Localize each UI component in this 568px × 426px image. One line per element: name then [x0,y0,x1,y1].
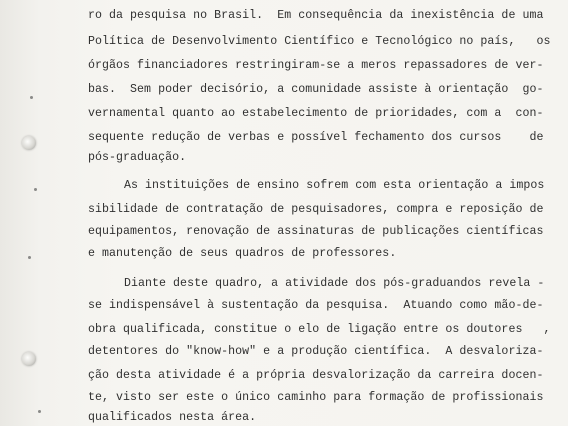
punched-margin [0,0,48,426]
punch-hole [22,352,36,366]
paper-speck [38,410,41,413]
text-line: pós-graduação. [88,151,187,164]
paper-speck [30,96,33,99]
text-line: Diante deste quadro, a atividade dos pós-graduandos revela - [124,277,545,290]
text-line: órgãos financiadores restringiram-se a meros repassadores de ver- [88,59,544,72]
text-line: e manutenção de seus quadros de professores. [88,247,397,260]
text-line: equipamentos, renovação de assinaturas de publicações científicas [88,225,544,238]
text-line: ro da pesquisa no Brasil. Em consequência da inexistência de uma [88,9,544,22]
text-line: As instituições de ensino sofrem com esta orientação a impos [124,179,545,192]
text-line: sibilidade de contratação de pesquisadores, compra e reposição de [88,203,544,216]
paper-speck [34,188,37,191]
text-line: obra qualificada, constitue o elo de ligação entre os doutores , [88,323,551,336]
text-line: qualificados nesta área. [88,411,257,424]
text-line: sequente redução de verbas e possível fechamento dos cursos de [88,131,544,144]
text-line: ção desta atividade é a própria desvalorização da carreira docen- [88,369,544,382]
text-line: bas. Sem poder decisório, a comunidade assiste à orientação go- [88,83,544,96]
text-line: detentores do "know-how" e a produção científica. A desvaloriza- [88,345,544,358]
text-line: vernamental quanto ao estabelecimento de prioridades, com a con- [88,107,544,120]
text-line: se indispensável à sustentação da pesquisa. Atuando como mão-de- [88,299,544,312]
paper-speck [28,256,31,259]
text-line: te, visto ser este o único caminho para formação de profissionais [88,391,544,404]
punch-hole [22,136,36,150]
text-line: Política de Desenvolvimento Científico e Tecnológico no país, os [88,35,551,48]
